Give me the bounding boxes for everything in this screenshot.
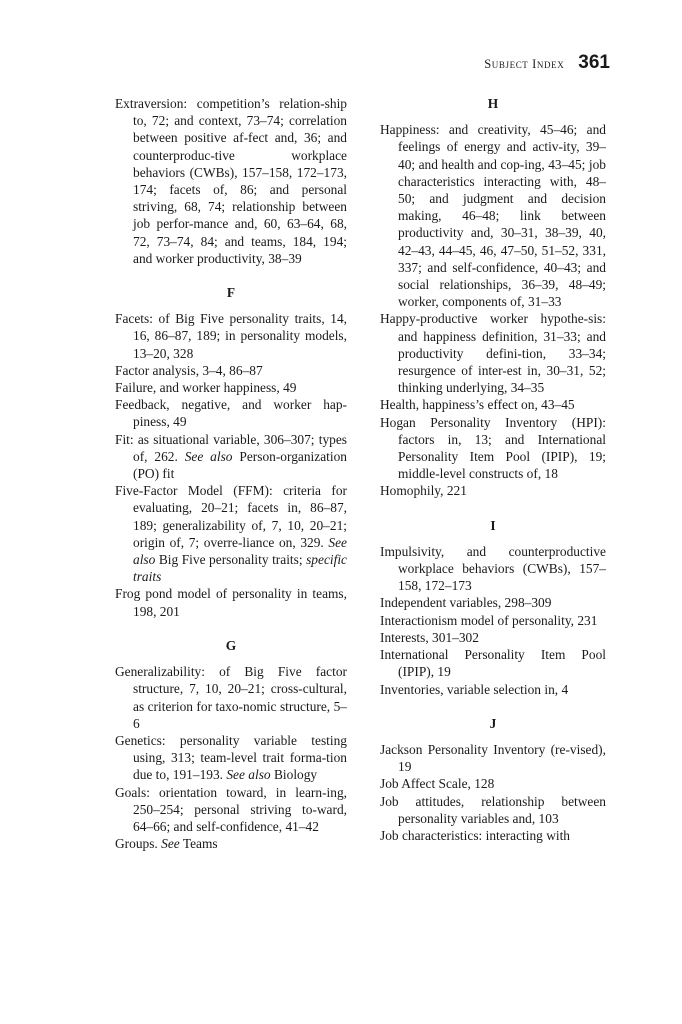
index-entry: Facets: of Big Five personality traits, 14, 16, 86–87, 189; in personality models, 13–20, 328	[115, 311, 347, 361]
index-entry: Job Affect Scale, 128	[380, 776, 495, 792]
page-number: 361	[578, 52, 610, 73]
index-entry-genetics	[115, 732, 347, 784]
entry-text: Teams	[179, 836, 218, 852]
section-letter-h: H	[487, 96, 499, 111]
index-entry-groups	[115, 835, 347, 852]
running-head-title: Subject Index	[484, 57, 565, 71]
entry-text: competition’s relation-ship to, 72; and context, 73–74; correlation between positive af-fect and, 36; and counterproduc-tive workplace behaviors (CWBs), 157–158, 172–173, 174; facets of, 86; and personal striving, 68, 74; relationship between job perfor-mance and, 60, 63–64, 68, 72, 73–74, 84; and teams, 184, 194; and worker productivity, 38–39	[133, 96, 347, 266]
index-entry-extraversion	[115, 95, 347, 267]
index-entry-ffm	[115, 482, 347, 585]
index-entry: Independent variables, 298–309	[380, 595, 552, 611]
index-entry: Happiness: and creativity, 45–46; and feelings of energy and activ-ity, 39–40; and health and cop-ing, 43–45; job characteristics interacting with, 48–50; and judgment and decision making, 46–48; link between productivity and, 30–31, 38–39, 40, 42–43, 44–45, 46, 47–50, 51–52, 331, 337; and self-confidence, 40–43; and social relationships, 36–39, 48–49; worker, components of, 31–33	[380, 122, 606, 310]
section-letter-j: J	[489, 715, 497, 731]
index-entry: Interests, 301–302	[380, 629, 479, 645]
index-column-left	[115, 95, 347, 852]
index-entry: Frog pond model of personality in teams, 198, 201	[115, 586, 347, 619]
section-letter-g: G	[225, 637, 237, 653]
entry-text: Biology	[270, 767, 318, 783]
entry-text: Groups.	[115, 836, 162, 852]
index-entry: Generalizability: of Big Five factor structure, 7, 10, 20–21; cross-cultural, as criterion for taxo-nomic structure, 5–6	[115, 664, 347, 731]
index-entry: Goals: orientation toward, in learn-ing, 250–254; personal striving to-ward, 64–66; and self-confidence, 41–42	[115, 784, 347, 834]
index-entry: Hogan Personality Inventory (HPI): factors in, 13; and International Personality Item Pool (IPIP), 19; middle-level constructs of, 18	[380, 414, 606, 482]
index-entry: Inventories, variable selection in, 4	[380, 681, 569, 697]
index-entry: Health, happiness’s effect on, 43–45	[380, 397, 575, 413]
entry-text: Five-Factor Model (FFM): criteria for evaluating, 20–21; facets in, 86–87, 189; generalizability of, 7, 10, 20–21; origin of, 7; overre-liance on, 329.	[115, 483, 347, 550]
index-entry: Failure, and worker happiness, 49	[115, 380, 297, 396]
see-also-ref: See also	[226, 767, 271, 783]
running-header	[484, 52, 610, 74]
index-column-right	[380, 95, 606, 844]
index-entry: Factor analysis, 3–4, 86–87	[115, 362, 263, 378]
index-entry-fit	[115, 431, 347, 483]
index-entry: Interactionism model of personality, 231	[380, 612, 598, 628]
see-also-ref: See also	[184, 448, 233, 464]
index-entry: Feedback, negative, and worker hap-piness, 49	[115, 397, 347, 430]
section-letter-i: I	[490, 517, 496, 533]
index-entry: Homophily, 221	[380, 483, 467, 499]
entry-text: Big Five personality traits;	[155, 552, 307, 568]
index-entry: Job attitudes, relationship between personality variables and, 103	[380, 793, 606, 826]
entry-head: Extraversion:	[115, 96, 188, 111]
entry-text: Genetics: personality variable testing using, 313; team-level trait forma-tion due to, 191–193.	[115, 732, 347, 783]
section-letter-f: F	[226, 285, 236, 301]
specific-traits-ref: specific traits	[133, 552, 347, 585]
entry-text: Fit: as situational variable, 306–307; types of, 262.	[115, 431, 347, 464]
index-entry: International Personality Item Pool (IPIP), 19	[380, 647, 606, 680]
index-entry: Happy-productive worker hypothe-sis: and happiness definition, 31–33; and productivity defini-tion, 33–34; resurgence of inter-est in, 30–31, 52; thinking underlying, 34–35	[380, 311, 606, 396]
see-also-ref: See also	[133, 534, 347, 568]
index-entry: Job characteristics: interacting with	[380, 827, 571, 843]
index-entry: Impulsivity, and counterproductive workplace behaviors (CWBs), 157–158, 172–173	[380, 543, 606, 594]
see-ref: See	[161, 836, 180, 852]
entry-text: Person-organization (PO) fit	[133, 448, 347, 482]
index-entry: Jackson Personality Inventory (re-vised), 19	[380, 741, 606, 775]
